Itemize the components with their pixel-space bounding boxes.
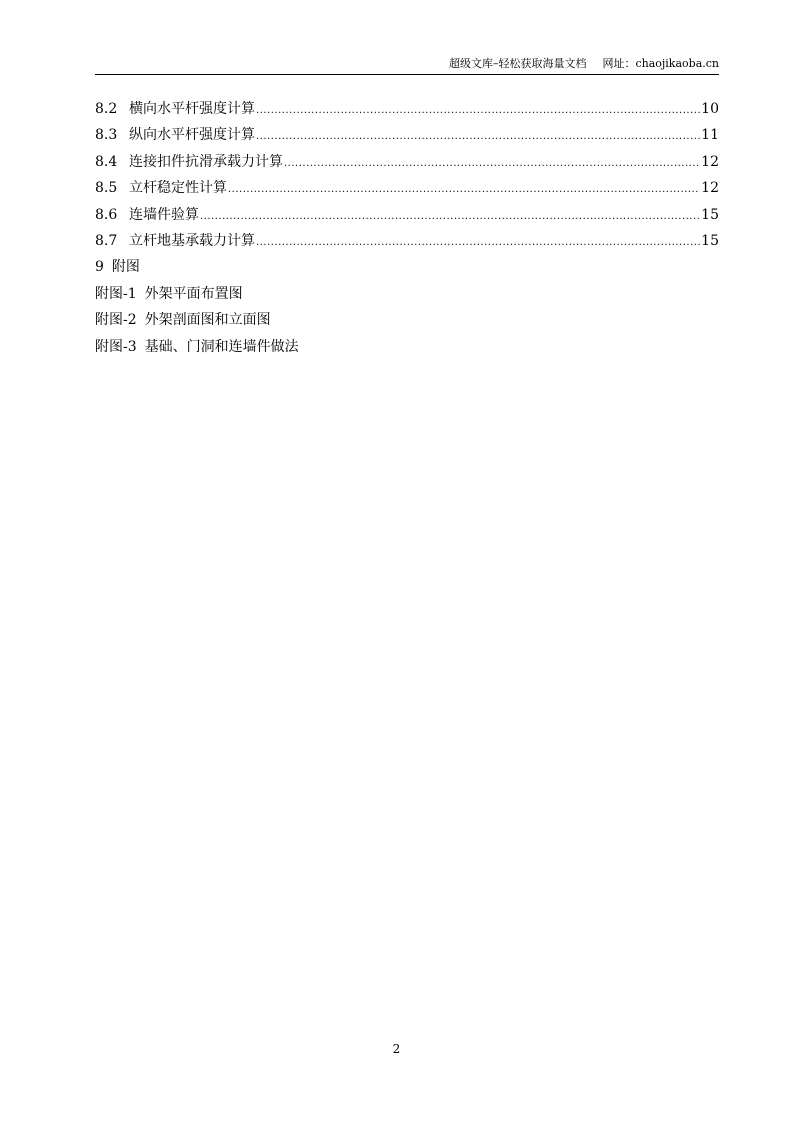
header-site-name: 超级文库–轻松获取海量文档	[448, 57, 587, 70]
toc-entry-title: 纵向水平杆强度计算	[129, 127, 255, 144]
toc-entry-number: 8.4	[95, 153, 118, 170]
toc-entry-number: 9	[95, 259, 104, 276]
toc-entry[interactable]	[95, 175, 719, 201]
toc-entry-number: 8.6	[95, 206, 118, 223]
toc-entry-page: 11	[701, 127, 719, 144]
toc-entry-number: 附图-1	[95, 285, 137, 302]
toc-entry-page: 15	[701, 232, 719, 249]
toc-entry-title: 连接扣件抗滑承载力计算	[129, 153, 283, 170]
toc-leader-dots	[256, 98, 700, 124]
toc-leader-dots	[228, 177, 700, 203]
toc-entry[interactable]	[95, 149, 719, 175]
toc-entry-title: 外架平面布置图	[144, 285, 243, 302]
toc-entry[interactable]	[95, 122, 719, 148]
toc-entry-title: 外架剖面图和立面图	[144, 312, 271, 329]
toc-entry-title: 立杆地基承载力计算	[129, 232, 255, 249]
toc-entry-page: 10	[701, 101, 719, 117]
header-divider	[95, 74, 719, 75]
toc-appendix-heading[interactable]	[95, 254, 719, 280]
toc-entry-page: 12	[701, 180, 719, 197]
page-number: 2	[392, 1042, 401, 1056]
toc-entry-number: 8.5	[95, 180, 118, 197]
toc-entry-number: 8.3	[95, 127, 118, 144]
toc-entry-title: 横向水平杆强度计算	[129, 101, 255, 117]
toc-leader-dots	[256, 124, 700, 150]
toc-entry-number: 8.2	[95, 101, 118, 117]
toc-entry[interactable]	[95, 202, 719, 228]
toc-entry[interactable]	[95, 228, 719, 254]
toc-entry-number: 8.7	[95, 232, 118, 249]
toc-entry-title: 基础、门洞和连墙件做法	[144, 338, 299, 355]
toc-appendix-item[interactable]	[95, 334, 719, 360]
toc-entry-number: 附图-3	[95, 338, 137, 355]
toc-entry[interactable]	[95, 96, 719, 122]
table-of-contents	[95, 96, 719, 360]
toc-entry-title: 附图	[111, 259, 140, 276]
toc-entry-number: 附图-2	[95, 312, 137, 329]
toc-entry-title: 立杆稳定性计算	[129, 180, 227, 197]
page-header	[95, 55, 719, 75]
toc-entry-page: 12	[701, 153, 719, 170]
toc-appendix-item[interactable]	[95, 281, 719, 307]
toc-leader-dots	[284, 151, 700, 177]
toc-leader-dots	[256, 230, 700, 256]
header-site-url: 网址：chaojikaoba.cn	[602, 57, 719, 70]
toc-leader-dots	[200, 204, 700, 230]
toc-appendix-item[interactable]	[95, 307, 719, 333]
toc-entry-title: 连墙件验算	[129, 206, 199, 223]
toc-entry-page: 15	[701, 206, 719, 223]
